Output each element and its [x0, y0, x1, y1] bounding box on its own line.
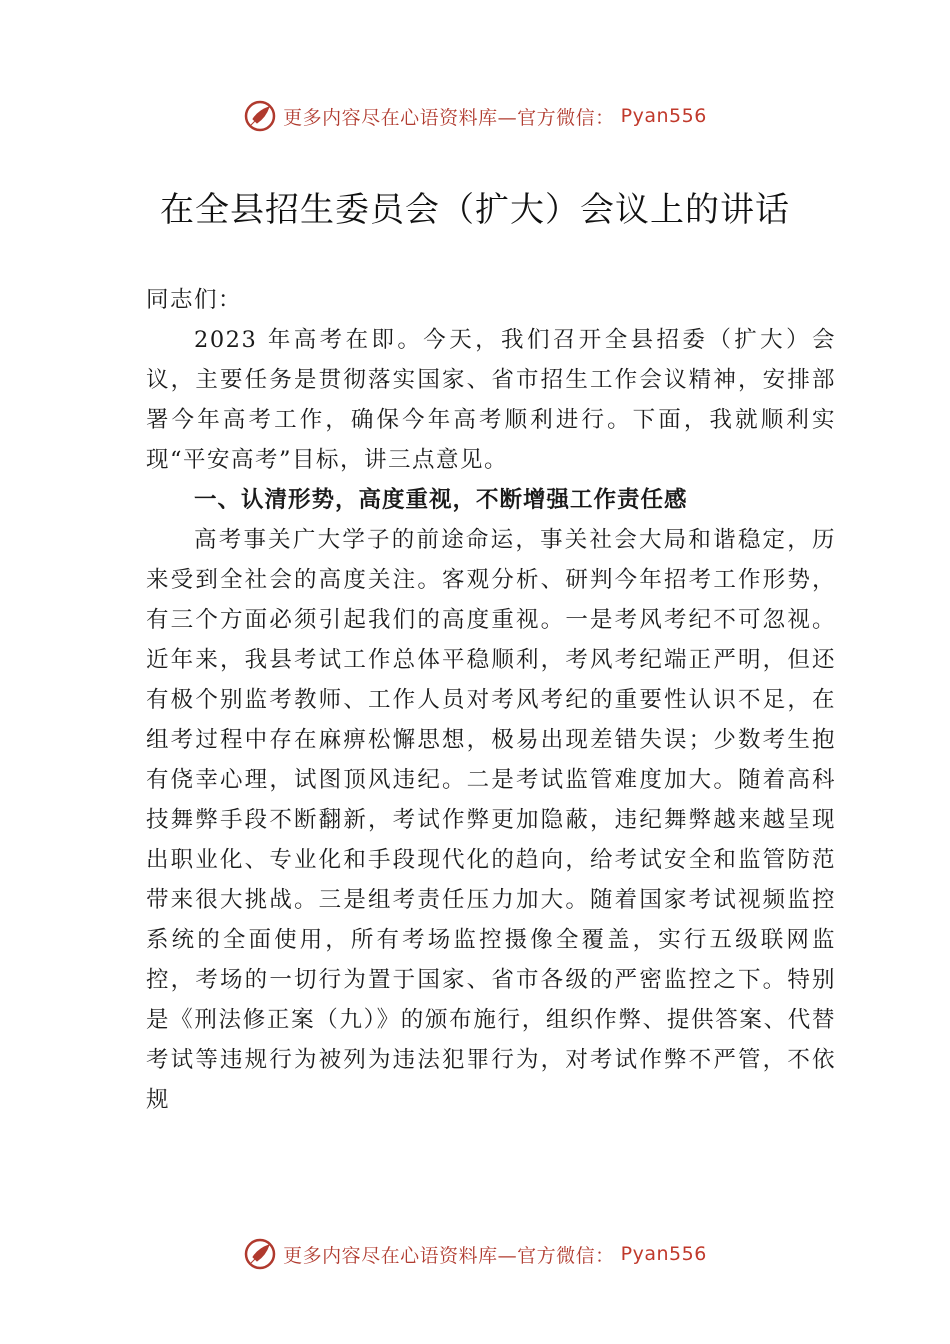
quill-logo-icon — [243, 1237, 277, 1271]
section-heading: 一、认清形势，高度重视，不断增强工作责任感 — [194, 487, 688, 513]
quill-logo-icon — [243, 99, 277, 133]
watermark-header — [0, 96, 950, 136]
document-title: 在全县招生委员会（扩大）会议上的讲话 — [160, 190, 790, 230]
watermark-text: 更多内容尽在心语资料库—官方微信： — [283, 106, 615, 129]
intro-paragraph: 2023 年高考在即。今天，我们召开全县招委（扩大）会议，主要任务是贯彻落实国家、省市招生工作会议精神，安排部署今年高考工作，确保今年高考顺利进行。下面，我就顺利实现“平安高考”目标，讲三点意见。 — [146, 327, 836, 473]
watermark-footer — [0, 1234, 950, 1274]
section-paragraph: 高考事关广大学子的前途命运，事关社会大局和谐稳定，历来受到全社会的高度关注。客观分析、研判今年招考工作形势，有三个方面必须引起我们的高度重视。一是考风考纪不可忽视。近年来，我县考试工作总体平稳顺利，考风考纪端正严明，但还有极个别监考教师、工作人员对考风考纪的重要性认识不足，在组考过程中存在麻痹松懈思想，极易出现差错失误；少数考生抱有侥幸心理，试图顶风违纪。二是考试监管难度加大。随着高科技舞弊手段不断翻新，考试作弊更加隐蔽，违纪舞弊越来越呈现出职业化、专业化和手段现代化的趋向，给考试安全和监管防范带来很大挑战。三是组考责任压力加大。随着国家考试视频监控系统的全面使用，所有考场监控摄像全覆盖，实行五级联网监控，考场的一切行为置于国家、省市各级的严密监控之下。特别是《刑法修正案（九）》的颁布施行，组织作弊、提供答案、代替考试等违规行为被列为违法犯罪行为，对考试作弊不严管，不依规 — [146, 527, 836, 1113]
document-body — [146, 280, 836, 1120]
watermark-text: 更多内容尽在心语资料库—官方微信： — [283, 1244, 615, 1267]
watermark-wechat-id: Pyan556 — [620, 1243, 707, 1265]
salutation: 同志们： — [146, 287, 243, 313]
watermark-wechat-id: Pyan556 — [620, 105, 707, 127]
